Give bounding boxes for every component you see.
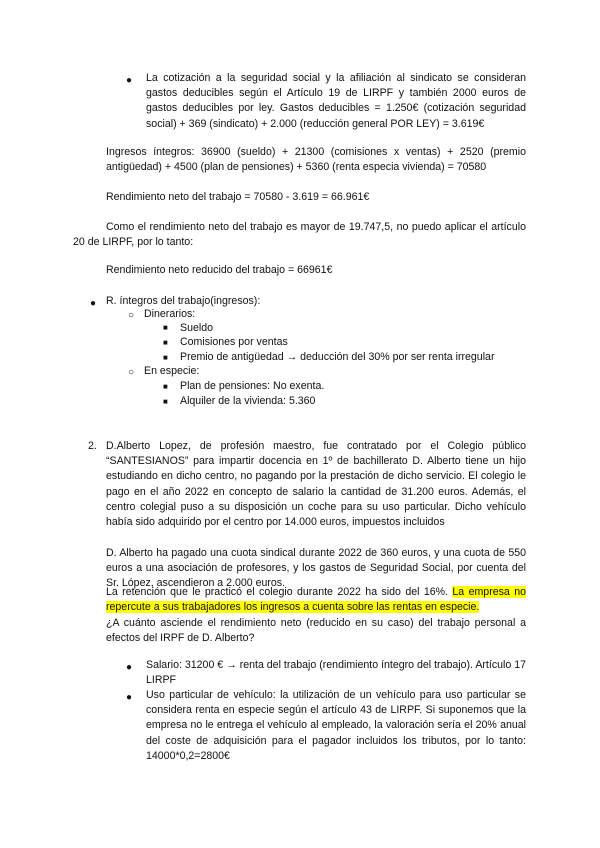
gross-income-paragraph: Ingresos íntegros: 36900 (sueldo) + 21300 (comisiones x ventas) + 2520 (premio antigüedad) + 4500 (plan de pensiones) + 5360 (renta especia vivienda) = 70580 [106,146,526,174]
bullet-dot: ● [90,298,97,309]
list-item: En especie: [144,365,200,377]
deducible-expenses-paragraph: La cotización a la seguridad social y la afiliación al sindicato se consideran gastos deducibles según el Artículo 19 de LIRPF y también 2000 euros de gastos deducibles por ley. Gastos deducibles = 1.250€ (cotización seguridad social) + 369 (sindicato) + 2.000 (reducción general POR LEY) = 3.619€ [146,72,526,130]
question-statement-retention [106,585,526,615]
comparison-paragraph: Como el rendimiento neto del trabajo es mayor de 19.747,5, no puedo aplicar el artículo 20 de LIRPF, por lo tanto: [73,221,526,249]
list-item: Sueldo [180,322,213,334]
bullet-circle: ○ [128,310,135,321]
question-prompt: ¿A cuánto asciende el rendimiento neto (reducido en su caso) del trabajo personal a efectos del IRPF de D. Alberto? [106,617,526,645]
bullet-dot: ● [126,692,133,703]
bullet-square: ■ [163,353,168,362]
list-item: Comisiones por ventas [180,336,288,348]
list-item: Plan de pensiones: No exenta. [180,380,325,392]
bullet-square: ■ [163,323,168,332]
question-statement-expenses: D. Alberto ha pagado una cuota sindical durante 2022 de 360 euros, y una cuota de 550 euros a una asociación de profesores, y los gastos de Seguridad Social, por cuenta del Sr. López, ascendieron a 2.000 euros. [106,547,526,590]
answer-vehicle: Uso particular de vehículo: la utilización de un vehículo para uso particular se considera renta en especie según el artículo 43 de LIRPF. Si suponemos que la empresa no le entrega el vehículo al empleado, la valoración sería el 20% anual del coste de adquisición para el pagador incluidos los tributos, por lo tanto: 14000*0,2=2800€ [146,689,526,762]
bullet-square: ■ [163,338,168,347]
bullet-square: ■ [163,382,168,391]
bullet-dot: ● [126,75,133,86]
question-number: 2. [88,440,97,452]
list-item: Premio de antigüedad → deducción del 30% por ser renta irregular [180,351,495,363]
reduced-net-income-line: Rendimiento neto reducido del trabajo = 66961€ [106,264,333,276]
list-item: Dinerarios: [144,308,196,320]
bullet-dot: ● [126,662,133,673]
retention-text: La retención que le practicó el colegio durante 2022 ha sido del 16%. [106,586,453,598]
list-item: Alquiler de la vivienda: 5.360 [180,395,316,407]
question-statement: D.Alberto Lopez, de profesión maestro, fue contratado por el Colegio público “SANTESIANOS” para impartir docencia en 1º de bachillerato D. Alberto tiene un hijo estudiando en dicho centro, no pagando por la prestación de dicho servicio. El colegio le pago en el año 2022 en concepto de salario la cantidad de 31.200 euros. Además, el centro colegial puso a su disposición un coche para su uso particular. Dicho vehículo había sido adquirido por el centro por 14.000 euros, impuestos incluidos [106,440,526,529]
bullet-square: ■ [163,397,168,406]
list-item: R. íntegros del trabajo(ingresos): [106,295,261,307]
net-income-line: Rendimiento neto del trabajo = 70580 - 3.619 = 66.961€ [106,191,370,203]
bullet-circle: ○ [128,367,135,378]
highlighted-text: La empresa no repercute a sus trabajadores los ingresos a cuenta sobre las rentas en especie. [106,586,526,614]
answer-salary: Salario: 31200 € → renta del trabajo (rendimiento íntegro del trabajo). Artículo 17 LIRPF [146,659,526,687]
